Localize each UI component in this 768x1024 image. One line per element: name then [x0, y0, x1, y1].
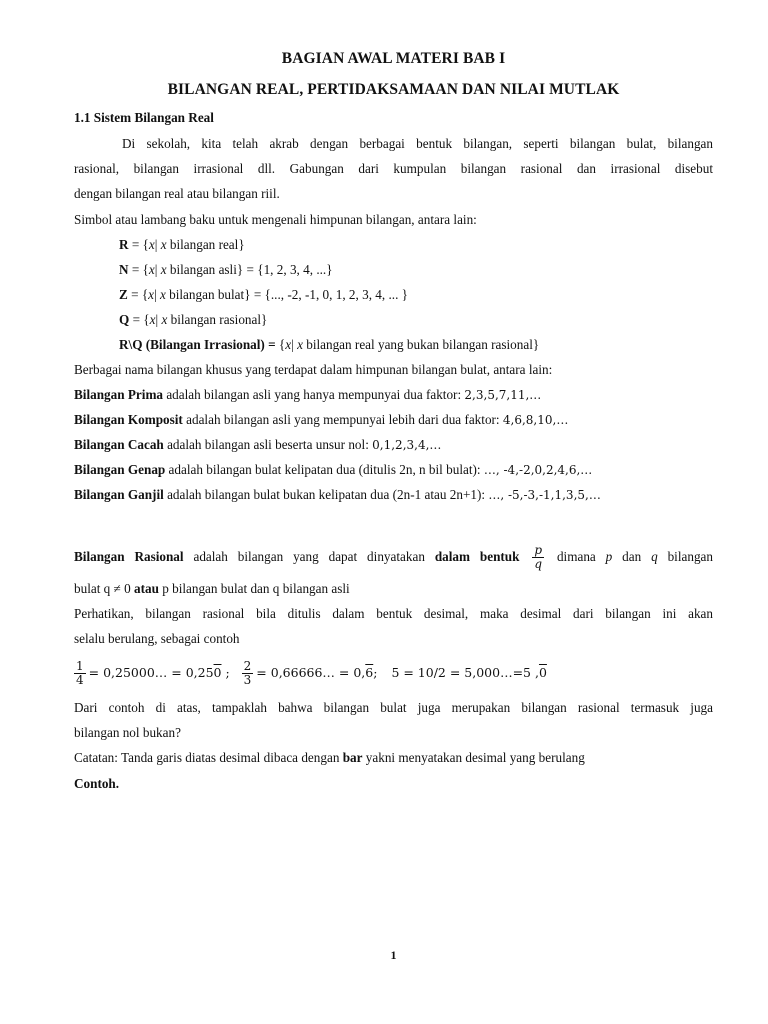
set-var: x	[285, 337, 292, 352]
fraction-numerator: 1	[76, 659, 84, 673]
set-def-text: bilangan real yang bukan bilangan rasional}	[302, 337, 540, 352]
example-text: 5 = 10/2 = 5,000…=5 ,	[391, 665, 539, 680]
set-var: x	[161, 312, 168, 327]
fraction-p-over-q	[532, 544, 544, 571]
term: Bilangan Prima	[74, 387, 164, 402]
term: Bilangan Rasional	[74, 549, 184, 564]
special-numbers-intro: Berbagai nama bilangan khusus yang terdapat dalam himpunan bilangan bulat, antara lain:	[74, 362, 553, 377]
chapter-subtitle: BILANGAN REAL, PERTIDAKSAMAAN DAN NILAI MUTLAK	[167, 81, 620, 98]
example-separator: ;	[373, 665, 378, 680]
fraction-one-quarter	[74, 660, 86, 687]
term: Bilangan Komposit	[74, 412, 183, 427]
perhatikan-line-1: Perhatikan, bilangan rasional bila ditulis dalam bentuk desimal, maka desimal dari bilangan ini akan	[74, 606, 713, 621]
set-def-text: = {	[129, 312, 150, 327]
term-example: 4,6,8,10,…	[502, 413, 569, 427]
repeating-digit: 0	[213, 665, 222, 680]
set-var: x	[160, 237, 167, 252]
special-ganjil	[74, 487, 601, 503]
set-def-text: |	[154, 262, 161, 277]
dari-contoh-line-1: Dari contoh di atas, tampaklah bahwa bilangan bulat juga merupakan bilangan rasional termasuk juga	[74, 700, 713, 715]
text: bulat q ≠ 0	[74, 581, 134, 596]
set-definition-z	[119, 287, 408, 303]
repeating-digit: 6	[365, 665, 374, 680]
term-example: 0,1,2,3,4,…	[372, 438, 442, 452]
text: p bilangan bulat dan q bilangan asli	[158, 581, 350, 596]
page-number: 1	[390, 948, 397, 962]
set-var: x	[297, 337, 303, 352]
text-bold: dalam bentuk	[434, 549, 520, 564]
fraction-two-thirds	[242, 660, 254, 687]
text: adalah bilangan yang dapat dinyatakan	[183, 549, 435, 564]
fraction-denominator: 4	[76, 673, 84, 687]
section-heading: 1.1 Sistem Bilangan Real	[74, 110, 214, 125]
contoh-heading: Contoh.	[74, 776, 120, 791]
rasional-definition-line-1	[74, 540, 713, 574]
fraction-numerator: 2	[243, 659, 252, 673]
text: yakni menyatakan desimal yang berulang	[362, 750, 585, 765]
fraction-denominator: 3	[243, 673, 252, 687]
term-desc: adalah bilangan asli yang mempunyai lebih dari dua faktor:	[182, 412, 503, 427]
rasional-definition-line-2	[74, 581, 350, 597]
special-genap	[74, 462, 592, 478]
term-desc: adalah bilangan bulat bukan kelipatan dua (2n-1 atau 2n+1):	[163, 487, 489, 502]
term-desc: adalah bilangan bulat kelipatan dua (ditulis 2n, n bil bulat):	[165, 462, 484, 477]
var: p	[605, 549, 613, 564]
example-text: = 0,66666… = 0,	[256, 665, 366, 680]
decimal-examples	[74, 656, 547, 690]
symbol-intro: Simbol atau lambang baku untuk mengenali himpunan bilangan, antara lain:	[74, 212, 477, 227]
set-symbol: Z	[119, 287, 128, 302]
set-var: x	[149, 312, 156, 327]
set-def-text: |	[154, 237, 161, 252]
chapter-title: BAGIAN AWAL MATERI BAB I	[281, 50, 506, 67]
set-def-text: |	[155, 312, 162, 327]
set-var: x	[148, 262, 155, 277]
set-definition-n	[119, 262, 333, 278]
set-def-text: bilangan rasional}	[167, 312, 268, 327]
text-bold: atau	[133, 581, 159, 596]
set-var: x	[159, 287, 166, 302]
set-def-text: bilangan asli} = {1, 2, 3, 4, ...}	[166, 262, 333, 277]
set-def-text: = {	[128, 262, 149, 277]
term-example: …, -4,-2,0,2,4,6,…	[483, 463, 593, 477]
set-symbol: R	[119, 237, 129, 252]
set-def-text: |	[291, 337, 298, 352]
text: dimana	[547, 549, 606, 564]
text: bilangan	[657, 549, 713, 564]
intro-paragraph-line-2: rasional, bilangan irrasional dll. Gabungan dari kumpulan bilangan rasional dan irrasional disebut	[74, 161, 713, 176]
set-def-text: |	[154, 287, 160, 302]
set-def-text: {	[275, 337, 286, 352]
intro-paragraph-line-1: Di sekolah, kita telah akrab dengan berbagai bentuk bilangan, seperti bilangan bulat, bilangan	[122, 136, 713, 151]
fraction-numerator: p	[534, 543, 543, 558]
var: q	[651, 549, 658, 564]
set-var: x	[160, 262, 167, 277]
fraction-denominator: q	[534, 557, 543, 572]
set-definition-q	[119, 312, 267, 328]
dari-contoh-line-2: bilangan nol bukan?	[74, 725, 181, 740]
set-def-text: bilangan real}	[166, 237, 245, 252]
set-definition-irrational	[119, 337, 539, 353]
text: dan	[612, 549, 652, 564]
intro-paragraph-line-3: dengan bilangan real atau bilangan riil.	[74, 186, 280, 201]
set-def-text: bilangan bulat} = {..., -2, -1, 0, 1, 2, 3, 4, ... }	[165, 287, 408, 302]
example-text: = 0,25000… = 0,25	[88, 665, 214, 680]
term-example: …, -5,-3,-1,1,3,5,…	[488, 488, 601, 502]
set-def-text: = {	[127, 287, 149, 302]
catatan-note	[74, 750, 585, 766]
perhatikan-line-2: selalu berulang, sebagai contoh	[74, 631, 240, 646]
set-symbol: R\Q (Bilangan Irrasional) =	[119, 337, 276, 352]
set-def-text: = {	[128, 237, 149, 252]
text-bold: bar	[342, 750, 363, 765]
document-page	[74, 0, 713, 1024]
term: Bilangan Cacah	[74, 437, 164, 452]
special-prima	[74, 387, 541, 403]
special-cacah	[74, 437, 441, 453]
set-definition-r	[119, 237, 245, 253]
term-desc: adalah bilangan asli beserta unsur nol:	[163, 437, 373, 452]
set-symbol: N	[119, 262, 129, 277]
term: Bilangan Ganjil	[74, 487, 164, 502]
repeating-digit: 0	[538, 665, 547, 680]
text: Catatan: Tanda garis diatas desimal dibaca dengan	[74, 750, 343, 765]
term-desc: adalah bilangan asli yang hanya mempunyai dua faktor:	[163, 387, 465, 402]
special-komposit	[74, 412, 568, 428]
set-var: x	[148, 287, 155, 302]
example-separator: ;	[221, 665, 230, 680]
set-symbol: Q	[119, 312, 130, 327]
term-example: 2,3,5,7,11,…	[464, 388, 542, 402]
term: Bilangan Genap	[74, 462, 166, 477]
set-var: x	[148, 237, 155, 252]
